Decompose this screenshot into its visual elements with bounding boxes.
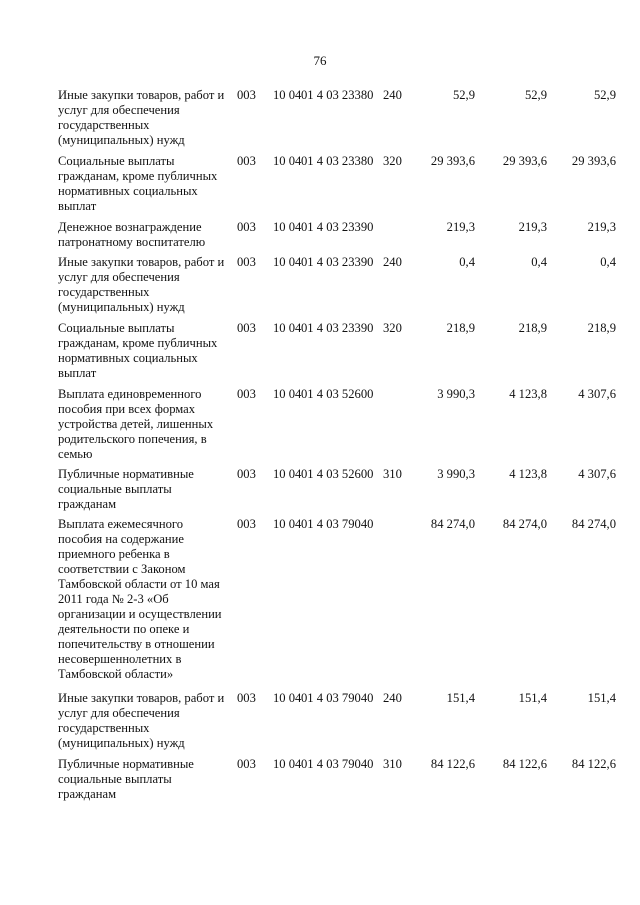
target-article-code: 01 4 03 52600 — [301, 387, 374, 401]
table-row — [0, 757, 640, 807]
dept-code: 003 — [237, 321, 256, 335]
target-article-code: 01 4 03 23390 — [301, 321, 374, 335]
page-number: 76 — [313, 53, 327, 68]
section-code: 10 04 — [273, 467, 302, 481]
section-code: 10 04 — [273, 517, 302, 531]
expense-type-code: 320 — [383, 321, 402, 335]
amount-year-1: 84 274,0 — [430, 517, 475, 531]
target-article-code: 01 4 03 23390 — [301, 220, 374, 234]
amount-year-2: 52,9 — [524, 88, 547, 102]
expense-type-code: 240 — [383, 255, 402, 269]
expense-type-code: 310 — [383, 757, 402, 771]
amount-year-3: 218,9 — [587, 321, 616, 335]
amount-year-2: 0,4 — [531, 255, 547, 269]
dept-code: 003 — [237, 757, 256, 771]
row-name: Выплата единовременного пособия при всех формах устройства детей, лишенных родительского попечения, в семью — [58, 387, 214, 461]
target-article-code: 01 4 03 23390 — [301, 255, 374, 269]
amount-year-1: 219,3 — [446, 220, 475, 234]
expense-type-code: 240 — [383, 691, 402, 705]
amount-year-1: 84 122,6 — [430, 757, 475, 771]
amount-year-1: 151,4 — [446, 691, 475, 705]
amount-year-2: 4 123,8 — [509, 467, 547, 481]
amount-year-2: 151,4 — [518, 691, 547, 705]
budget-table — [0, 88, 640, 807]
amount-year-1: 0,4 — [459, 255, 475, 269]
row-name: Социальные выплаты гражданам, кроме публичных нормативных социальных выплат — [58, 321, 218, 380]
amount-year-1: 29 393,6 — [430, 154, 475, 168]
row-name: Публичные нормативные социальные выплаты гражданам — [58, 757, 194, 801]
section-code: 10 04 — [273, 321, 302, 335]
dept-code: 003 — [237, 517, 256, 531]
amount-year-3: 84 274,0 — [571, 517, 616, 531]
amount-year-2: 84 274,0 — [502, 517, 547, 531]
table-row — [0, 691, 640, 757]
amount-year-1: 218,9 — [446, 321, 475, 335]
table-row — [0, 220, 640, 255]
expense-type-code: 240 — [383, 88, 402, 102]
amount-year-2: 218,9 — [518, 321, 547, 335]
target-article-code: 01 4 03 23380 — [301, 88, 374, 102]
table-row — [0, 255, 640, 321]
target-article-code: 01 4 03 79040 — [301, 757, 374, 771]
target-article-code: 01 4 03 23380 — [301, 154, 374, 168]
amount-year-2: 4 123,8 — [509, 387, 547, 401]
table-row — [0, 321, 640, 387]
amount-year-2: 219,3 — [518, 220, 547, 234]
amount-year-3: 52,9 — [593, 88, 616, 102]
section-code: 10 04 — [273, 154, 302, 168]
amount-year-3: 4 307,6 — [578, 387, 616, 401]
section-code: 10 04 — [273, 255, 302, 269]
amount-year-1: 3 990,3 — [437, 387, 475, 401]
table-row — [0, 154, 640, 220]
amount-year-3: 29 393,6 — [571, 154, 616, 168]
table-row — [0, 517, 640, 691]
dept-code: 003 — [237, 467, 256, 481]
amount-year-3: 0,4 — [600, 255, 616, 269]
target-article-code: 01 4 03 52600 — [301, 467, 374, 481]
amount-year-1: 52,9 — [452, 88, 475, 102]
row-name: Иные закупки товаров, работ и услуг для обеспечения государственных (муниципальных) нужд — [58, 255, 225, 314]
section-code: 10 04 — [273, 691, 302, 705]
table-row — [0, 467, 640, 517]
row-name: Иные закупки товаров, работ и услуг для обеспечения государственных (муниципальных) нужд — [58, 691, 225, 750]
amount-year-2: 29 393,6 — [502, 154, 547, 168]
row-name: Социальные выплаты гражданам, кроме публичных нормативных социальных выплат — [58, 154, 218, 213]
row-name: Иные закупки товаров, работ и услуг для обеспечения государственных (муниципальных) нужд — [58, 88, 225, 147]
amount-year-3: 84 122,6 — [571, 757, 616, 771]
row-name: Публичные нормативные социальные выплаты гражданам — [58, 467, 194, 511]
row-name: Выплата ежемесячного пособия на содержание приемного ребенка в соответствии с Законом Тамбовской области от 10 мая 2011 года № 2-3 «Об организации и осуществлении деятельности по опеке и попечительству в отношении несовершеннолетних в Тамбовской области» — [58, 517, 222, 681]
target-article-code: 01 4 03 79040 — [301, 691, 374, 705]
section-code: 10 04 — [273, 88, 302, 102]
dept-code: 003 — [237, 255, 256, 269]
dept-code: 003 — [237, 154, 256, 168]
amount-year-3: 151,4 — [587, 691, 616, 705]
amount-year-2: 84 122,6 — [502, 757, 547, 771]
dept-code: 003 — [237, 88, 256, 102]
section-code: 10 04 — [273, 757, 302, 771]
dept-code: 003 — [237, 220, 256, 234]
table-row — [0, 387, 640, 467]
row-name: Денежное вознаграждение патронатному воспитателю — [58, 220, 206, 249]
dept-code: 003 — [237, 387, 256, 401]
amount-year-3: 219,3 — [587, 220, 616, 234]
section-code: 10 04 — [273, 387, 302, 401]
section-code: 10 04 — [273, 220, 302, 234]
expense-type-code: 320 — [383, 154, 402, 168]
amount-year-1: 3 990,3 — [437, 467, 475, 481]
dept-code: 003 — [237, 691, 256, 705]
expense-type-code: 310 — [383, 467, 402, 481]
table-row — [0, 88, 640, 154]
target-article-code: 01 4 03 79040 — [301, 517, 374, 531]
amount-year-3: 4 307,6 — [578, 467, 616, 481]
